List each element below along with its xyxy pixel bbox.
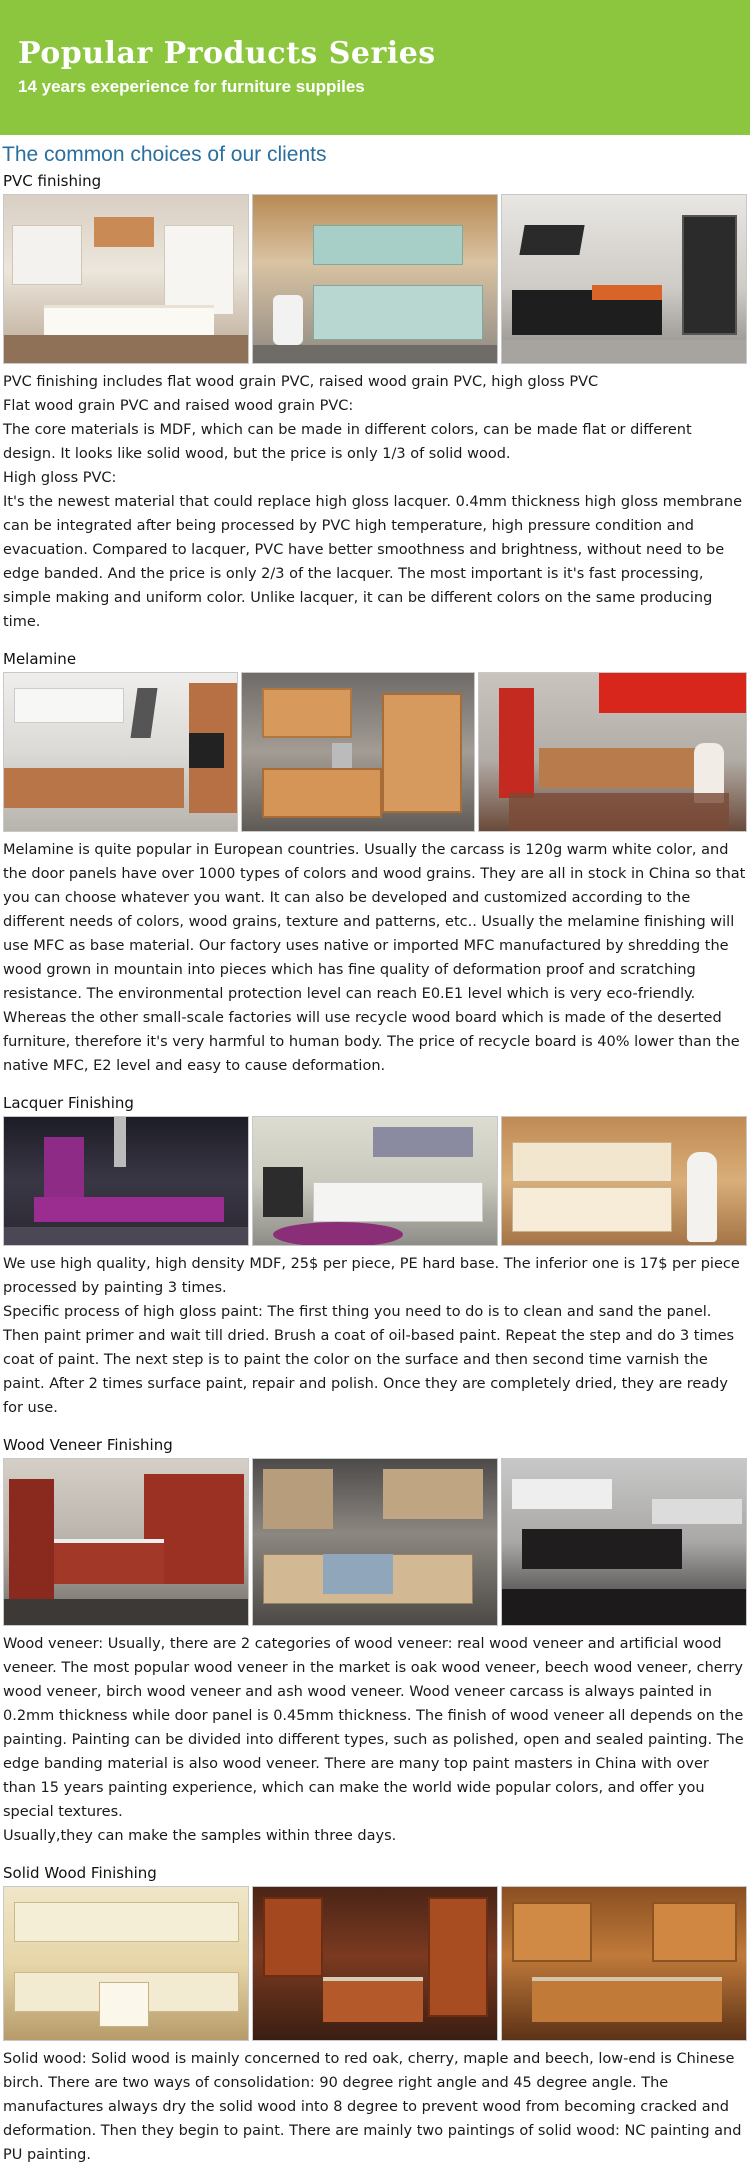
mint-kitchen-photo (252, 194, 498, 364)
photo-row (0, 194, 750, 364)
paragraph: Specific process of high gloss paint: The first thing you need to do is to clean and sand the panel. Then paint primer and wait till dried. Brush a coat of oil-based paint. Repeat the step and do 3 times coat of paint. The next step is to paint the color on the surface and then second time varnish the paint. After 2 times surface paint, repair and polish. Once they are completely dried, they are ready for use. (3, 1304, 735, 1416)
section-description (0, 1632, 750, 1848)
cream-kitchen-photo (501, 1116, 747, 1246)
section-description (0, 838, 750, 1078)
section-description (0, 1252, 750, 1420)
section-title: Solid Wood Finishing (3, 1864, 157, 1882)
section-title: Lacquer Finishing (3, 1094, 134, 1112)
paragraph: Whereas the other small-scale factories will use recycle wood board which is made of the deserted furniture, therefore it's very harmful to human body. The price of recycle board is 40% lower than the native MFC, E2 level and easy to cause deformation. (3, 1010, 740, 1074)
red-veneer-kitchen-photo (3, 1458, 249, 1626)
paragraph: We use high quality, high density MDF, 25$ per piece, PE hard base. The inferior one is 17$ per piece processed by painting 3 times. (3, 1256, 740, 1296)
header-banner (0, 0, 750, 135)
purple-kitchen-photo (3, 1116, 249, 1246)
section-title: Wood Veneer Finishing (3, 1436, 173, 1454)
paragraph: Solid wood: Solid wood is mainly concerned to red oak, cherry, maple and beech, low-end is Chinese birch. There are two ways of consolidation: 90 degree right angle and 45 degree angle. The manufactures always dry the solid wood into 8 degree to prevent wood from becoming cracked and deformation. Then they begin to paint. There are mainly two paintings of solid wood: NC painting and PU painting. (3, 2051, 742, 2163)
section-solid-wood (0, 1862, 750, 2167)
paragraph: Usually,they can make the samples within three days. (3, 1828, 397, 1844)
photo-row (0, 1116, 750, 1246)
intro-heading: The common choices of our clients (2, 143, 327, 166)
dark-veneer-kitchen-photo (501, 1458, 747, 1626)
section-wood-veneer (0, 1434, 750, 1848)
paragraph: It's the newest material that could replace high gloss lacquer. 0.4mm thickness high gloss membrane can be integrated after being processed by PVC high temperature, high pressure condition and evacuation. Compared to lacquer, PVC have better smoothness and brightness, without need to be edge banded. And the price is only 2/3 of the lacquer. The most important is it's fast processing, simple making and uniform color. Unlike lacquer, it can be different colors on the same producing time. (3, 494, 742, 630)
cream-solid-kitchen-photo (3, 1886, 249, 2041)
photo-row (0, 1886, 750, 2041)
section-melamine (0, 648, 750, 1078)
paragraph: Flat wood grain PVC and raised wood grain PVC: (3, 398, 354, 414)
cherry-solid-kitchen-photo (252, 1886, 498, 2041)
white-lacquer-kitchen-photo (252, 1116, 498, 1246)
photo-row (0, 672, 750, 832)
section-description (0, 2047, 750, 2167)
photo-row (0, 1458, 750, 1626)
paragraph: High gloss PVC: (3, 470, 117, 486)
paragraph: PVC finishing includes flat wood grain PVC, raised wood grain PVC, high gloss PVC (3, 374, 599, 390)
section-lacquer (0, 1092, 750, 1420)
banner-title: Popular Products Series (18, 36, 436, 71)
section-title: PVC finishing (3, 172, 102, 190)
maple-solid-kitchen-photo (501, 1886, 747, 2041)
section-pvc (0, 170, 750, 634)
paragraph: Melamine is quite popular in European countries. Usually the carcass is 120g warm white color, and the door panels have over 1000 types of colors and wood grains. They are all in stock in China so that you can choose whatever you want. It can also be developed and customized according to the different needs of colors, wood grains, texture and patterns, etc.. Usually the melamine finishing will use MFC as base material. Our factory uses native or imported MFC manufactured by shredding the wood grown in mountain into pieces which has fine quality of deformation proof and scratching resistance. The environmental protection level can reach E0.E1 level which is very eco-friendly. (3, 842, 746, 1002)
white-kitchen-photo (3, 194, 249, 364)
banner-subtitle: 14 years exeperience for furniture suppiles (18, 77, 365, 96)
section-description (0, 370, 750, 634)
section-title: Melamine (3, 650, 77, 668)
black-kitchen-photo (501, 194, 747, 364)
glass-cabinet-kitchen-photo (241, 672, 476, 832)
oak-veneer-kitchen-photo (252, 1458, 498, 1626)
paragraph: The core materials is MDF, which can be made in different colors, can be made flat or different design. It looks like solid wood, but the price is only 1/3 of solid wood. (3, 422, 692, 462)
wood-white-kitchen-photo (3, 672, 238, 832)
red-kitchen-photo (478, 672, 747, 832)
paragraph: Wood veneer: Usually, there are 2 categories of wood veneer: real wood veneer and artificial wood veneer. The most popular wood veneer in the market is oak wood veneer, beech wood veneer, cherry wood veneer, birch wood veneer and ash wood veneer. Wood veneer carcass is always painted in 0.2mm thickness while door panel is 0.45mm thickness. The finish of wood veneer all depends on the painting. Painting can be divided into different types, such as polished, open and sealed painting. The edge banding material is also wood veneer. There are many top paint masters in China with over than 15 years painting experience, which can make the world wide popular colors, and offer you special textures. (3, 1636, 744, 1820)
